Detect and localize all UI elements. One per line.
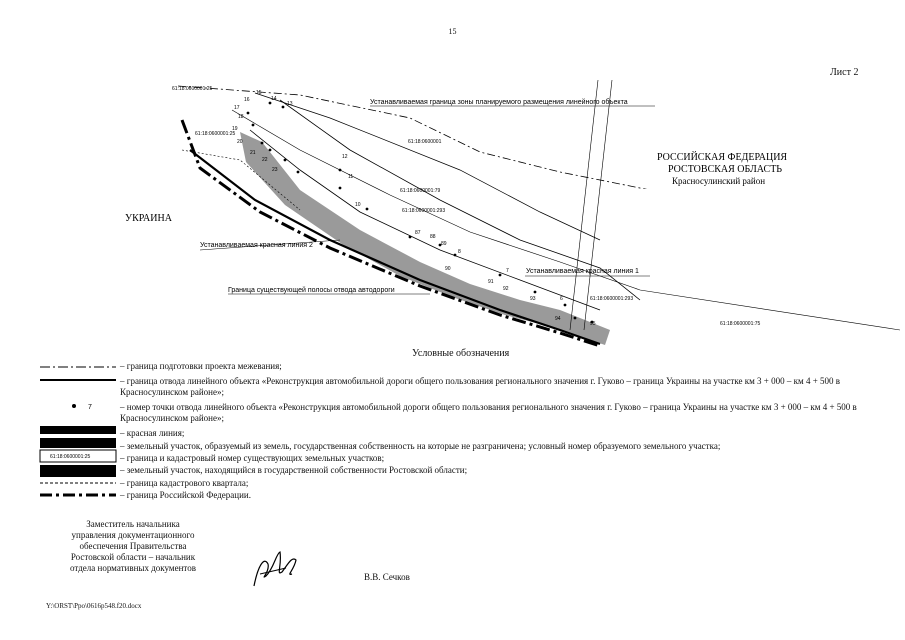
cadastral-number: 61:18:0600001:293 <box>402 208 446 214</box>
cadastral-number: 61:18:0600001:293 <box>590 296 634 302</box>
handwritten-signature <box>246 546 306 592</box>
survey-point <box>282 106 285 109</box>
point-label: 95 <box>590 321 596 327</box>
callout-road-boundary: Граница существующей полосы отвода автодороги <box>228 287 395 294</box>
survey-point <box>252 124 255 127</box>
cadastral-symbol-label: 61:18:0600001:25 <box>50 454 91 460</box>
survey-point <box>284 159 287 162</box>
sheet-label: Лист 2 <box>830 67 859 78</box>
legend-item: – граница и кадастровый номер существующих земельных участков; <box>120 453 385 463</box>
point-label: 89 <box>441 241 447 247</box>
point-label: 23 <box>272 167 278 173</box>
point-label: 19 <box>232 126 238 132</box>
survey-point <box>574 317 577 320</box>
point-label: 94 <box>555 316 561 322</box>
signatory-title-line: обеспечения Правительства <box>79 541 187 551</box>
point-label: 7 <box>506 268 509 274</box>
survey-point <box>534 291 537 294</box>
survey-point <box>339 169 342 172</box>
state-land-strip <box>240 132 610 345</box>
page-number: 15 <box>448 27 457 36</box>
callout-zone-boundary: Устанавливаемая граница зоны планируемого размещения линейного объекта <box>370 99 628 106</box>
point-symbol-label: 7 <box>88 404 92 411</box>
region-label-oblast: РОСТОВСКАЯ ОБЛАСТЬ <box>668 164 783 175</box>
state-land-symbol <box>40 465 116 477</box>
legend-symbols <box>38 362 118 502</box>
callout-red-line-1: Устанавливаемая красная линия 1 <box>526 268 639 275</box>
signatory-title-line: отдела нормативных документов <box>70 563 196 573</box>
point-label: 18 <box>238 114 244 120</box>
crossing-road-line <box>570 80 598 330</box>
parcel-symbol <box>40 438 116 448</box>
region-label-district: Красносулинский район <box>672 176 766 186</box>
point-label: 22 <box>262 157 268 163</box>
legend-item: – земельный участок, находящийся в государственной собственности Ростовской области; <box>120 465 468 475</box>
point-label: 16 <box>244 97 250 103</box>
point-label: 92 <box>503 286 509 292</box>
point-label: 10 <box>355 202 361 208</box>
signatory-title-line: управления документационного <box>71 530 195 540</box>
callout-red-line-2: Устанавливаемая красная линия 2 <box>200 242 313 249</box>
signatory-title <box>48 519 218 574</box>
cadastral-number: 61:18:0600001:75 <box>720 321 761 327</box>
point-label: 90 <box>445 266 451 272</box>
point-label: 6 <box>560 296 563 302</box>
point-label: 12 <box>342 154 348 160</box>
signatory-title-line: Заместитель начальника <box>86 519 180 529</box>
survey-point <box>454 254 457 257</box>
legend-title: Условные обозначения <box>412 348 510 359</box>
survey-point <box>409 236 412 239</box>
point-label: 14 <box>271 96 277 102</box>
survey-point <box>269 102 272 105</box>
legend-item: – земельный участок, образуемый из земель, государственная собственность на которые не разграничена; условный номер образуемого земельного участка; <box>120 441 721 451</box>
survey-point <box>366 208 369 211</box>
point-label: 21 <box>250 150 256 156</box>
point-label: 13 <box>287 101 293 107</box>
point-label: 88 <box>430 234 436 240</box>
survey-point <box>564 304 567 307</box>
crossing-road-line <box>584 80 612 330</box>
cadastral-number: 61:18:0600001:25 <box>172 86 213 92</box>
point-label: 20 <box>237 139 243 145</box>
red-line-symbol <box>40 426 116 434</box>
legend-item: – граница подготовки проекта межевания; <box>120 361 282 371</box>
point-label: 15 <box>256 90 262 96</box>
signatory-title-line: Ростовской области – начальник <box>70 552 196 562</box>
region-label-country: РОССИЙСКАЯ ФЕДЕРАЦИЯ <box>657 152 788 163</box>
survey-point <box>499 274 502 277</box>
legend-item: – граница Российской Федерации. <box>120 490 251 500</box>
survey-point <box>261 142 264 145</box>
signatory-name: В.В. Сечков <box>364 572 410 582</box>
file-path: Y:\ORST\Ppo\0616p548.f20.docx <box>46 602 142 610</box>
legend-item: – номер точки отвода линейного объекта «Реконструкция автомобильной дороги общего пользования регионального значения г. Гуково – граница Украины на участке км 3 + 000 – км 4 + 500 в Красносулинском районе»; <box>120 402 857 423</box>
legend-item: – красная линия; <box>120 428 185 438</box>
point-label: 91 <box>488 279 494 285</box>
point-label: 93 <box>530 296 536 302</box>
survey-point <box>247 112 250 115</box>
survey-point <box>269 149 272 152</box>
point-label: 11 <box>348 174 354 180</box>
point-label: 87 <box>415 230 421 236</box>
point-label: 17 <box>234 105 240 111</box>
ukraine-label: УКРАИНА <box>125 213 172 224</box>
legend-item: – граница отвода линейного объекта «Реконструкция автомобильной дороги общего пользования регионального значения г. Гуково – граница Украины на участке км 3 + 000 – км 4 + 500 в Красносулинском районе»; <box>120 376 841 397</box>
survey-point <box>339 187 342 190</box>
legend-item: – граница кадастрового квартала; <box>120 478 249 488</box>
cadastral-number: 61:18:0600001 <box>408 139 442 145</box>
cadastral-number: 61:18:0600001:79 <box>400 188 441 194</box>
cadastral-number: 61:18:0600001:25 <box>195 131 236 137</box>
survey-point <box>297 171 300 174</box>
point-symbol <box>72 404 76 408</box>
point-label: 8 <box>458 249 461 255</box>
